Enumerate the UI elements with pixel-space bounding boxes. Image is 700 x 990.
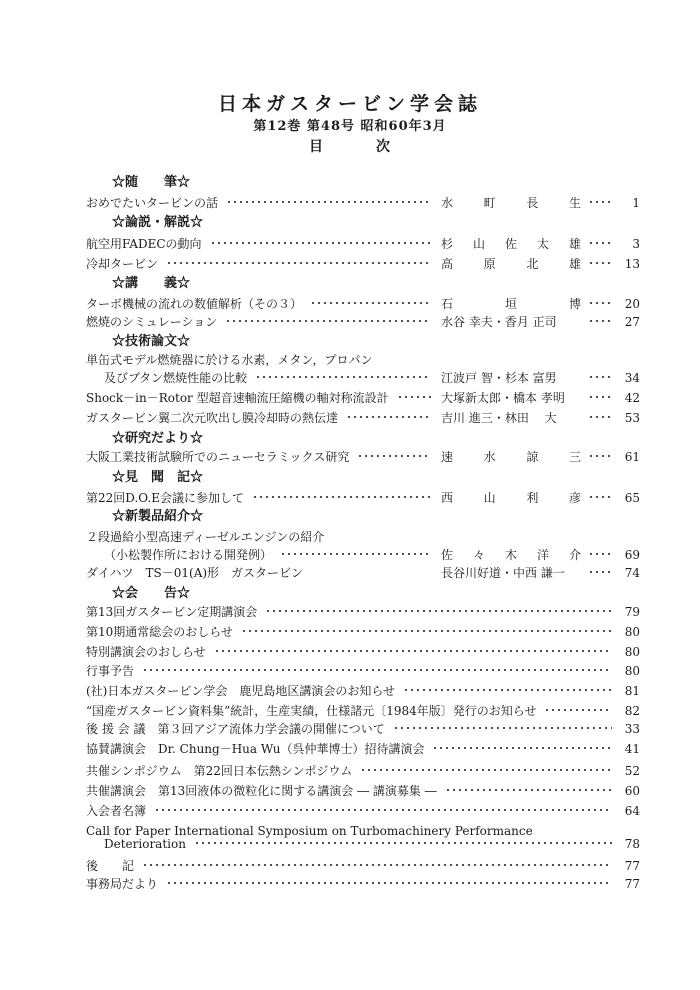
- contents-heading-first: 目: [309, 139, 324, 155]
- leader-dots: [588, 318, 612, 324]
- leader-dots: [194, 840, 612, 846]
- author-char: 速: [441, 450, 454, 464]
- toc-entry: [0, 234, 700, 254]
- page-number: 42: [624, 391, 640, 405]
- section-heading: ☆技術論文☆: [112, 334, 191, 349]
- toc-entry: [0, 661, 700, 681]
- page-number: 61: [624, 450, 640, 464]
- page-number: 77: [624, 859, 640, 873]
- entry-title: Shock－in－Rotor 型超音速軸流圧縮機の軸対称流設計: [86, 391, 389, 405]
- entry-author: [441, 488, 581, 508]
- page-number: 53: [624, 411, 640, 425]
- leader-dots: [142, 862, 612, 868]
- toc-entry: [0, 254, 700, 274]
- leader-dots: [397, 394, 431, 400]
- author-char: 水: [483, 450, 496, 464]
- toc-entry: [0, 408, 700, 428]
- page-number: 52: [624, 764, 640, 778]
- leader-dots: [588, 374, 612, 380]
- page-number: 41: [624, 742, 640, 756]
- entry-author: [441, 234, 581, 254]
- section-heading: ☆随 筆☆: [112, 175, 191, 190]
- page-number: 74: [624, 566, 640, 580]
- entry-title: 第22回D.O.E会議に参加して: [86, 491, 244, 505]
- leader-dots: [214, 648, 612, 654]
- author-char: 諒: [526, 450, 539, 464]
- author-char: 西: [441, 491, 454, 505]
- entry-title: 燃焼のシミュレーション: [86, 315, 218, 329]
- author-char: 太: [536, 237, 549, 251]
- page-number: 80: [624, 625, 640, 639]
- page-number: 3: [632, 237, 640, 251]
- toc-entry: [0, 739, 700, 759]
- toc-entry: [0, 701, 700, 721]
- leader-dots: [403, 687, 612, 693]
- leader-dots: [357, 453, 431, 459]
- entry-title: ダイハツ TS－01(A)形 ガスタービン: [86, 566, 304, 580]
- leader-dots: [588, 453, 612, 459]
- author-char: 介: [568, 548, 581, 562]
- entry-title: 及びブタン燃焼性能の比較: [104, 371, 248, 385]
- toc-line: [0, 527, 700, 547]
- entry-title: 共催講演会 第13回液体の微粒化に関する講演会 ― 講演募集 ―: [86, 784, 437, 798]
- leader-dots: [265, 608, 612, 614]
- entry-author: 大塚新太郎・橋本 孝明: [441, 391, 565, 405]
- entry-author: [441, 294, 581, 314]
- toc-entry: [0, 856, 700, 876]
- entry-title: 第13回ガスタービン定期講演会: [86, 605, 258, 619]
- issue-info: 第12巻 第48号 昭和60年3月: [253, 119, 447, 134]
- page-number: 13: [624, 257, 640, 271]
- toc-entry: [0, 874, 700, 894]
- page-number: 33: [624, 722, 640, 736]
- author-char: 雄: [568, 237, 581, 251]
- entry-author: [441, 545, 581, 565]
- page-number: 64: [624, 804, 640, 818]
- entry-author: [441, 193, 581, 213]
- leader-dots: [588, 414, 612, 420]
- author-char: 山: [483, 491, 496, 505]
- toc-entry: [0, 193, 700, 213]
- page-number: 81: [624, 684, 640, 698]
- section-heading: ☆講 義☆: [112, 276, 191, 291]
- page-number: 82: [624, 704, 640, 718]
- toc-entry: [0, 488, 700, 508]
- leader-dots: [393, 725, 612, 731]
- author-char: 木: [504, 548, 517, 562]
- toc-entry: [0, 642, 700, 662]
- leader-dots: [166, 260, 431, 266]
- leader-dots: [360, 767, 612, 773]
- entry-title: Call for Paper International Symposium on Turbomachinery Performance: [86, 824, 533, 838]
- section-heading: ☆見 聞 記☆: [112, 470, 204, 485]
- toc-entry: [0, 545, 700, 565]
- leader-dots: [588, 260, 612, 266]
- author-char: 佐: [504, 237, 517, 251]
- author-char: 博: [568, 297, 581, 311]
- author-char: 利: [526, 491, 539, 505]
- entry-author: 江波戸 智・杉本 富男: [441, 371, 557, 385]
- leader-dots: [445, 787, 612, 793]
- leader-dots: [154, 807, 612, 813]
- author-char: 高: [441, 257, 454, 271]
- toc-entry: [0, 368, 700, 388]
- leader-dots: [588, 394, 612, 400]
- page-number: 79: [624, 605, 640, 619]
- author-char: 北: [526, 257, 539, 271]
- entry-title: 事務局だより: [86, 877, 159, 891]
- entry-title: 共催シンポジウム 第22回日本伝熱シンポジウム: [86, 764, 353, 778]
- toc-entry: [0, 719, 700, 739]
- leader-dots: [310, 300, 431, 306]
- page-number: 60: [624, 784, 640, 798]
- toc-entry: [0, 681, 700, 701]
- entry-title: （小松製作所における開発例）: [104, 548, 273, 562]
- author-char: 町: [483, 196, 496, 210]
- toc-entry: [0, 622, 700, 642]
- toc-entry: [0, 294, 700, 314]
- toc-entry: [0, 761, 700, 781]
- entry-title: 冷却タービン: [86, 257, 159, 271]
- page-number: 69: [624, 548, 640, 562]
- entry-author: 水谷 幸夫・香月 正司: [441, 315, 557, 329]
- author-char: 雄: [568, 257, 581, 271]
- leader-dots: [225, 318, 431, 324]
- toc-entry: [0, 834, 700, 854]
- entry-author: 長谷川好道・中西 謙一: [441, 566, 565, 580]
- page-number: 77: [624, 877, 640, 891]
- entry-author: 吉川 進三・林田 大: [441, 411, 557, 425]
- page-number: 65: [624, 491, 640, 505]
- author-char: 山: [472, 237, 485, 251]
- leader-dots: [210, 240, 431, 246]
- toc-entry: [0, 602, 700, 622]
- author-char: 石: [441, 297, 454, 311]
- entry-title: 入会者名簿: [86, 804, 147, 818]
- leader-dots: [241, 628, 612, 634]
- leader-dots: [280, 551, 431, 557]
- author-char: 洋: [536, 548, 549, 562]
- section-heading: ☆会 告☆: [112, 586, 191, 601]
- leader-dots: [226, 199, 431, 205]
- entry-title: 特別講演会のおしらせ: [86, 645, 206, 659]
- author-char: 杉: [441, 237, 454, 251]
- contents-heading-second: 次: [376, 139, 391, 155]
- entry-title: 大阪工業技術試験所でのニューセラミックス研究: [86, 450, 350, 464]
- author-char: 々: [472, 548, 485, 562]
- leader-dots: [166, 880, 612, 886]
- page-number: 1: [632, 196, 640, 210]
- author-char: 長: [526, 196, 539, 210]
- entry-author: [441, 254, 581, 274]
- entry-title: ターボ機械の流れの数値解析（その３）: [86, 297, 303, 311]
- toc-line: [0, 350, 700, 370]
- leader-dots: [588, 240, 612, 246]
- toc-entry: [0, 781, 700, 801]
- toc-entry: [0, 312, 700, 332]
- leader-dots: [588, 300, 612, 306]
- author-char: 佐: [441, 548, 454, 562]
- leader-dots: [588, 199, 612, 205]
- page-number: 80: [624, 645, 640, 659]
- entry-title: ガスタービン翼二次元吹出し膜冷却時の熱伝達: [86, 411, 339, 425]
- leader-dots: [252, 494, 431, 500]
- section-heading: ☆論説・解説☆: [112, 215, 204, 230]
- entry-title: “国産ガスタービン資料集”統計，生産実績，仕様諸元〔1984年版〕発行のお知らせ: [86, 704, 537, 718]
- leader-dots: [544, 707, 612, 713]
- section-heading: ☆研究だより☆: [112, 431, 204, 446]
- entry-title: 行事予告: [86, 664, 135, 678]
- leader-dots: [588, 551, 612, 557]
- author-char: 彦: [568, 491, 581, 505]
- toc-entry: [0, 563, 700, 583]
- section-heading: ☆新製品紹介☆: [112, 509, 204, 524]
- entry-title: 単缶式モデル燃焼器に於ける水素，メタン，プロパン: [86, 353, 373, 367]
- author-char: 生: [568, 196, 581, 210]
- toc-entry: [0, 801, 700, 821]
- entry-title: 協賛講演会 Dr. Chung－Hua Wu（呉仲華博士）招待講演会: [86, 742, 425, 756]
- author-char: 原: [483, 257, 496, 271]
- leader-dots: [142, 667, 612, 673]
- page-number: 34: [624, 371, 640, 385]
- page-number: 80: [624, 664, 640, 678]
- toc-entry: [0, 447, 700, 467]
- leader-dots: [255, 374, 431, 380]
- page-number: 27: [624, 315, 640, 329]
- entry-title: 後 援 会 議 第３回アジア流体力学会議の開催について: [86, 722, 385, 736]
- leader-dots: [346, 414, 431, 420]
- page-number: 78: [624, 837, 640, 851]
- entry-title: (社)日本ガスタービン学会 鹿児島地区講演会のお知らせ: [86, 684, 396, 698]
- journal-title: 日本ガスタービン学会誌: [217, 93, 482, 115]
- entry-title: 第10期通常総会のおしらせ: [86, 625, 233, 639]
- entry-author: [441, 447, 581, 467]
- author-char: 水: [441, 196, 454, 210]
- entry-title: おめでたいタービンの話: [86, 196, 219, 210]
- entry-title: 後 記: [86, 859, 135, 873]
- page-number: 20: [624, 297, 640, 311]
- entry-title: Deterioration: [104, 837, 186, 851]
- entry-title: 航空用FADECの動向: [86, 237, 202, 251]
- leader-dots: [432, 745, 612, 751]
- toc-entry: [0, 388, 700, 408]
- author-char: 垣: [504, 297, 517, 311]
- leader-dots: [588, 569, 612, 575]
- entry-title: ２段過給小型高速ディーゼルエンジンの紹介: [86, 530, 325, 544]
- author-char: 三: [568, 450, 581, 464]
- leader-dots: [588, 494, 612, 500]
